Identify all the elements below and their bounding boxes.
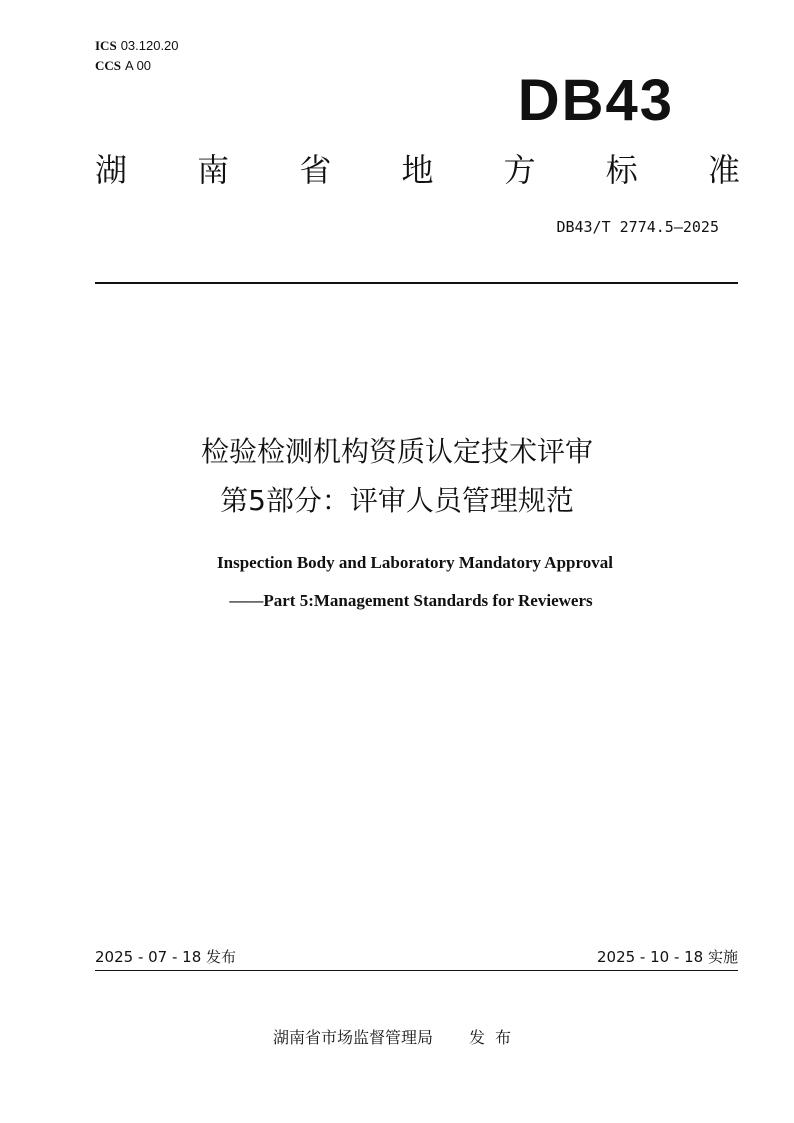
ics-value: 03.120.20	[120, 38, 179, 53]
db-code-logo: DB43	[517, 68, 674, 133]
top-divider	[95, 282, 738, 284]
standard-type-char: 省	[299, 151, 332, 189]
ics-label: ICS	[95, 38, 117, 53]
bottom-divider	[95, 970, 738, 971]
publisher	[0, 1026, 794, 1050]
issue-date: 2025 - 07 - 18 发布	[95, 948, 237, 966]
standard-type-char: 标	[605, 151, 638, 189]
implementation-date: 2025 - 10 - 18 实施	[596, 948, 738, 966]
ics-code	[95, 38, 179, 54]
title-cn-line-1: 检验检测机构资质认定技术评审	[200, 435, 593, 468]
publisher-action: 发布	[469, 1028, 522, 1047]
standard-type-char: 南	[197, 151, 230, 189]
title-cn-line-2: 第5部分：评审人员管理规范	[220, 484, 574, 517]
standard-type-title	[95, 148, 740, 192]
publisher-name: 湖南省市场监督管理局	[272, 1028, 433, 1047]
ccs-value: A 00	[125, 58, 152, 73]
standard-type-char: 湖	[95, 151, 128, 189]
title-en-line-1: Inspection Body and Laboratory Mandatory Approval	[217, 553, 613, 572]
standard-number: DB43/T 2774.5—2025	[556, 218, 719, 236]
title-en-line-2: ——Part 5:Management Standards for Reviewers	[229, 591, 593, 610]
standard-type-char: 准	[707, 151, 740, 189]
standard-type-char: 地	[401, 151, 434, 189]
ccs-code	[95, 58, 151, 74]
standard-type-char: 方	[503, 151, 536, 189]
ccs-label: CCS	[95, 58, 122, 73]
